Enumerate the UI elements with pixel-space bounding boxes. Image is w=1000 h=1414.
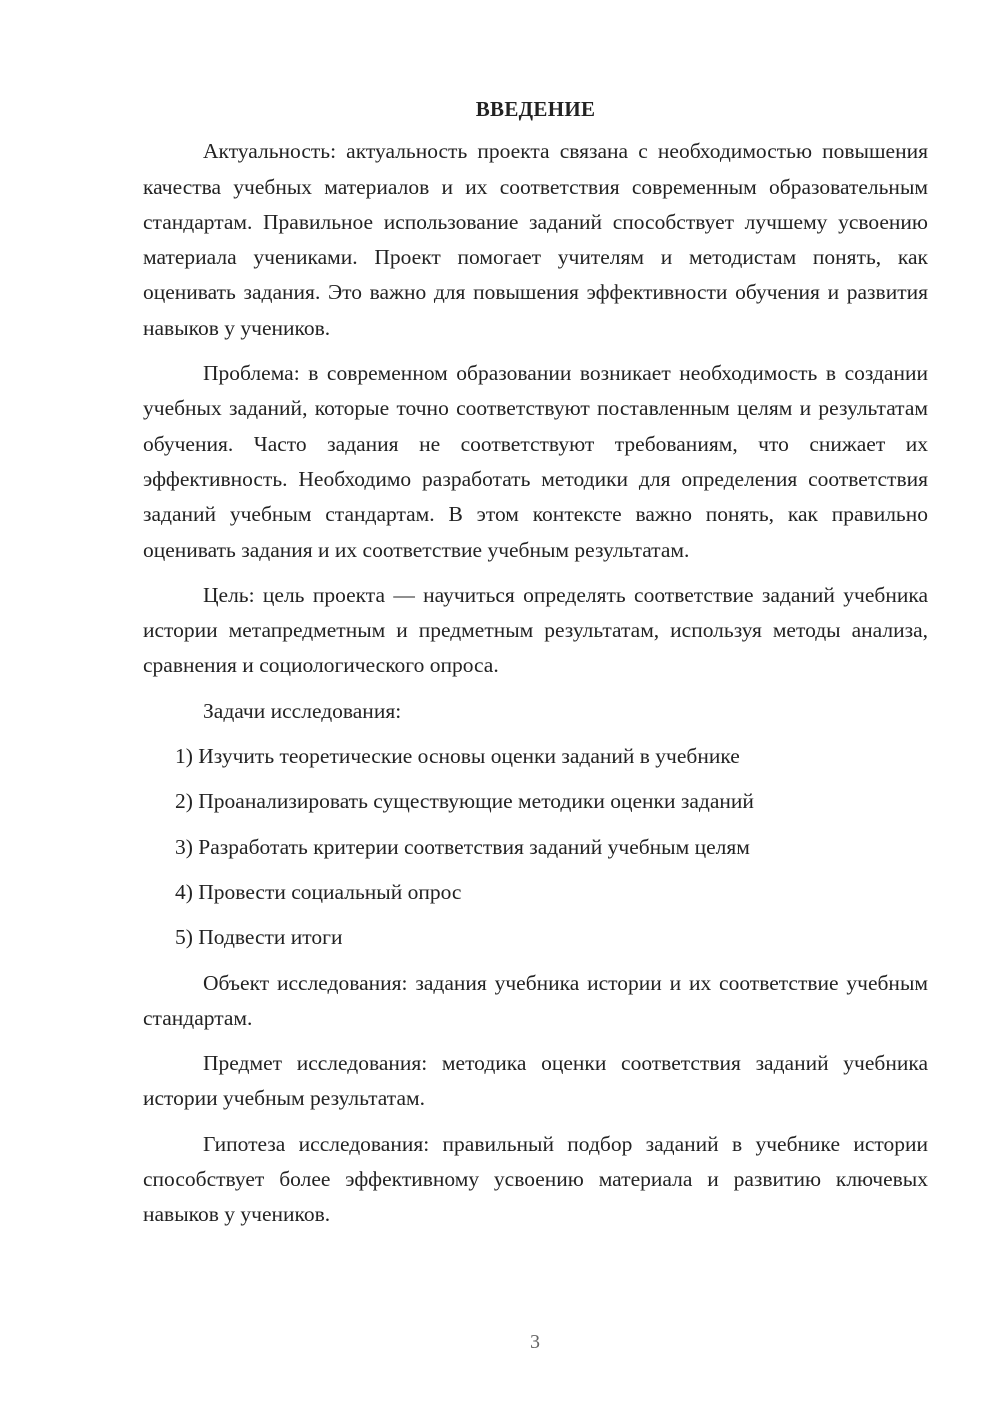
page-number: 3	[530, 1331, 540, 1353]
list-item: 5) Подвести итоги	[175, 925, 343, 950]
list-item: 3) Разработать критерии соответствия заданий учебным целям	[175, 834, 750, 859]
document-page	[143, 92, 928, 1243]
problem-paragraph: Проблема: в современном образовании возникает необходимость в создании учебных заданий, которые точно соответствуют поставленным целям и результатам обучения. Часто задания не соответствуют требованиям, что снижает их эффективность. Необходимо разработать методики для определения соответствия заданий учебным стандартам. В этом контексте важно понять, как правильно оценивать задания и их соответствие учебным результатам.	[143, 361, 928, 562]
object-paragraph: Объект исследования: задания учебника истории и их соответствие учебным стандартам.	[143, 970, 928, 1030]
relevance-paragraph: Актуальность: актуальность проекта связана с необходимостью повышения качества учебных материалов и их соответствия современным образовательным стандартам. Правильное использование заданий способствует лучшему усвоению материала учениками. Проект помогает учителям и методистам понять, как оценивать задания. Это важно для повышения эффективности обучения и развития навыков у учеников.	[143, 139, 928, 340]
list-item: 2) Проанализировать существующие методики оценки заданий	[175, 789, 754, 814]
tasks-heading: Задачи исследования:	[203, 698, 402, 723]
goal-paragraph: Цель: цель проекта — научиться определять соответствие заданий учебника истории метапредметным и предметным результатам, используя методы анализа, сравнения и социологического опроса.	[143, 582, 928, 678]
subject-paragraph: Предмет исследования: методика оценки соответствия заданий учебника истории учебным результатам.	[143, 1051, 928, 1111]
hypothesis-paragraph: Гипотеза исследования: правильный подбор заданий в учебнике истории способствует более эффективному усвоению материала и развитию ключевых навыков у учеников.	[143, 1131, 928, 1227]
page-title: ВВЕДЕНИЕ	[475, 97, 596, 121]
list-item: 4) Провести социальный опрос	[175, 879, 462, 904]
tasks-list	[143, 739, 928, 955]
list-item: 1) Изучить теоретические основы оценки заданий в учебнике	[175, 744, 740, 769]
